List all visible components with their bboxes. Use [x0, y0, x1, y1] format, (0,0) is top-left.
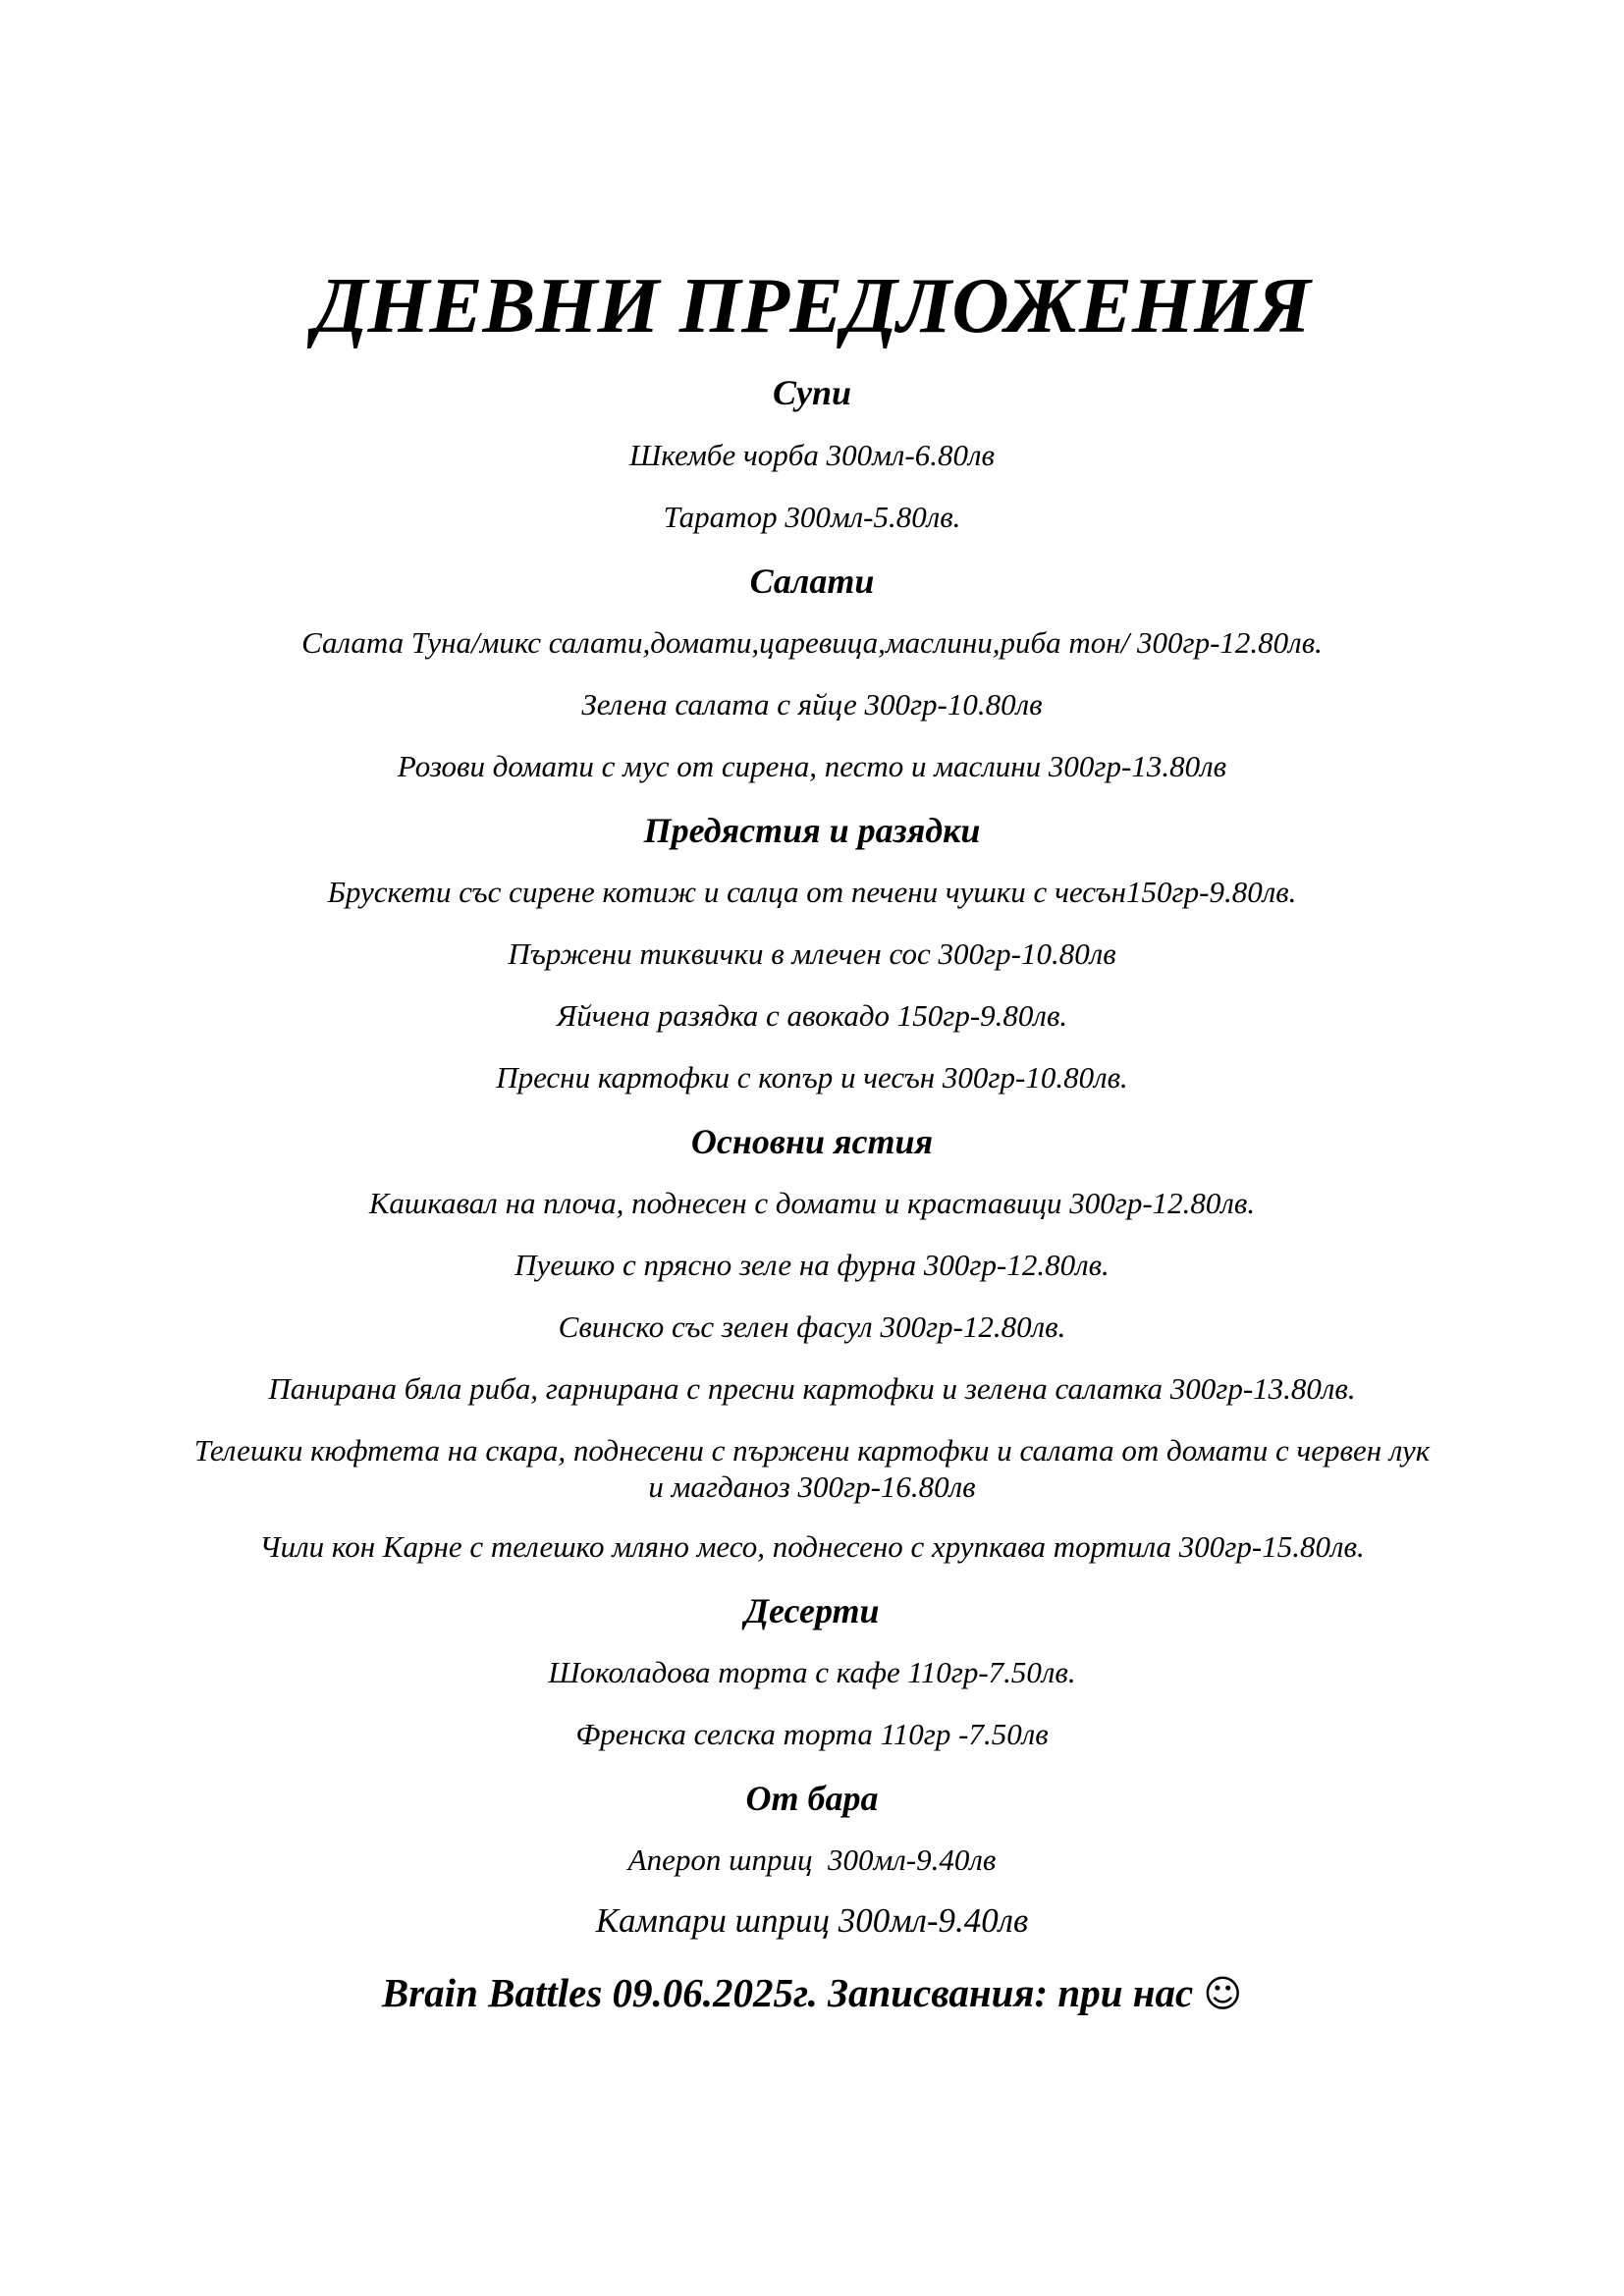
section-soups [157, 371, 1467, 535]
menu-item: Брускети със сирене котиж и салца от печени чушки с чесън150гр-9.80лв. [327, 875, 1297, 909]
menu-item: Салата Туна/микс салати,домати,царевица,маслини,риба тон/ 300гр-12.80лв. [301, 625, 1323, 660]
event-announcement [157, 1968, 1467, 2018]
section-bar [157, 1777, 1467, 1939]
section-desserts [157, 1589, 1467, 1752]
menu-item: Панирана бяла риба, гарнирана с пресни картофки и зелена салатка 300гр-13.80лв. [268, 1371, 1356, 1406]
section-title-salads: Салати [749, 561, 875, 601]
menu-item: Френска селска торта 110гр -7.50лв [575, 1717, 1049, 1751]
menu-item: Кампари шприц 300мл-9.40лв [595, 1901, 1029, 1940]
section-title-main-courses: Основни ястия [690, 1122, 934, 1161]
menu-item: Яйчена разядка с авокадо 150гр-9.80лв. [556, 998, 1068, 1033]
menu-item: Шоколадова торта с кафе 110гр-7.50лв. [548, 1655, 1076, 1689]
menu-item: Зелена салата с яйце 300гр-10.80лв [581, 687, 1043, 721]
section-title-desserts: Десерти [744, 1591, 880, 1630]
menu-item: Пуешко с прясно зеле на фурна 300гр-12.80лв. [514, 1248, 1110, 1282]
menu-item: Апероп шприц 300мл-9.40лв [627, 1842, 997, 1877]
menu-content [157, 257, 1467, 2018]
smiley-icon: ☺ [1203, 1972, 1243, 2015]
section-salads [157, 560, 1467, 784]
menu-item: Свинско със зелен фасул 300гр-12.80лв. [558, 1309, 1066, 1344]
section-starters [157, 809, 1467, 1095]
menu-item: Чили кон Карне с телешко мляно месо, поднесено с хрупкава тортила 300гр-15.80лв. [259, 1529, 1365, 1564]
menu-item: Телешки кюфтета на скара, поднесени с пържени картофки и салата от домати с червен лук и магданоз 300гр-16.80лв [193, 1433, 1431, 1504]
menu-item: Кашкавал на плоча, поднесен с домати и краставици 300гр-12.80лв. [368, 1186, 1256, 1220]
section-main-courses [157, 1120, 1467, 1565]
menu-item: Пържени тиквички в млечен сос 300гр-10.80лв [508, 936, 1116, 971]
section-title-bar: От бара [745, 1779, 879, 1818]
menu-title: ДНЕВНИ ПРЕДЛОЖЕНИЯ [313, 261, 1311, 349]
event-announcement-text: Brain Battles 09.06.2025г. Записвания: при нас [381, 1970, 1194, 2015]
menu-item: Розови домати с мус от сирена, песто и маслини 300гр-13.80лв [397, 749, 1227, 783]
menu-item: Пресни картофки с копър и чесън 300гр-10.80лв. [496, 1060, 1128, 1095]
section-title-starters: Предястия и разядки [643, 811, 981, 850]
menu-item: Шкембе чорба 300мл-6.80лв [629, 438, 995, 472]
section-title-soups: Супи [772, 373, 852, 412]
menu-item: Таратор 300мл-5.80лв. [663, 500, 961, 534]
